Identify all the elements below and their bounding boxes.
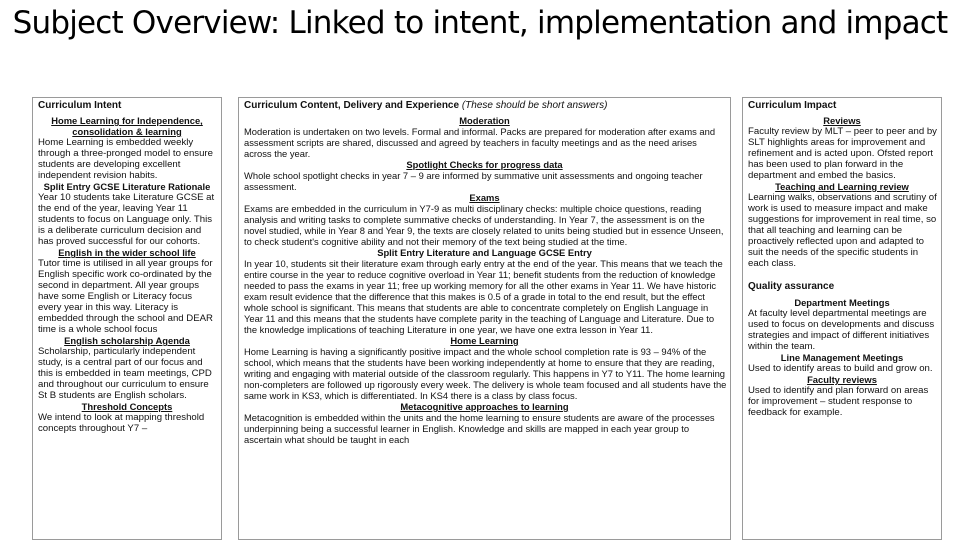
section-title: Reviews [823, 115, 861, 126]
curriculum-intent-panel [32, 97, 222, 540]
section-title: Line Management Meetings [780, 352, 904, 363]
section-title: Metacognitive approaches to learning [400, 401, 569, 412]
content-note: (These should be short answers) [461, 100, 608, 111]
section-body: In year 10, students sit their literature exam through early entry at the end of the year. This means that we teach the entire course in the year to reduce cognitive overload in Year 11; benefit students from the reduction of knowledge needed to pass the exams in year 11; free up working memory for all the other exams in Year 11. We have historic exam result evidence that the difference that this makes is 0.5 of a grade in total to the end result, but the effect whole school is significant. This means that students are able to concentrate completely on English Language in Year 11 and this means that the students have complete parity in the teaching of Language and Literature. Due to the knowledge implications of teaching Literature in one year, we have one extra lesson in Year 11. [244, 258, 723, 335]
section-body: At faculty level departmental meetings are used to focus on developments and discuss strategies and impact of different initiatives within the team. [748, 308, 935, 352]
section-title: Department Meetings [794, 297, 890, 308]
section-body: Home Learning is having a significantly positive impact and the whole school completion rate is 93 – 94% of the school, which means that the students have been working independently at home to ensure that they are reading, writing and engaging with material outside of the classroom regularly. This happens in Y7 to Y11. The home learning non-completers are followed up rigorously every week. The delivery is whole team focused and all students have the same work in KS3, which is differentiated. In KS4 there is a class by class focus. [244, 346, 727, 401]
section-body: Used to identify areas to build and grow on. [748, 363, 933, 374]
section-body: Year 10 students take Literature GCSE at the end of the year, leaving Year 11 students to focus on Language only. This is a deliberate curriculum decision and has proved successful for our cohorts. [38, 192, 215, 247]
section-body: Home Learning is embedded weekly through a three-pronged model to ensure students are developing excellent independent revision habits. [38, 137, 213, 181]
section-body: Faculty review by MLT – peer to peer and by SLT highlights areas for improvement and refinement and is acted upon. Ofsted report has been used to plan forward in the department and embed the basics. [748, 126, 937, 181]
section-body: Metacognition is embedded within the units and the home learning to ensure students are aware of the processes underpinning being a successful learner in English. Knowledge and skills are mapped in each year group to ascertain what should be taught in each [244, 412, 715, 445]
content-heading-row [244, 100, 726, 112]
impact-sections [743, 115, 941, 269]
page-title: Subject Overview: Linked to intent, implementation and impact [12, 5, 948, 41]
qa-sections [743, 297, 941, 418]
section-body: Whole school spotlight checks in year 7 – 9 are informed by summative unit assessments and ongoing teacher assessment. [244, 170, 703, 192]
section-title: English in the wider school life [58, 247, 196, 258]
curriculum-impact-panel [742, 97, 942, 540]
section-title: Exams [469, 192, 500, 203]
section-title: Split Entry GCSE Literature Rationale [43, 181, 211, 192]
section-body: Scholarship, particularly independent study, is a central part of our focus and this is embedded in team meetings, CPD and throughout our curriculum to ensure St B students are English scholars. [38, 346, 212, 401]
section-body: Tutor time is utilised in all year groups for English specific work co-ordinated by the second in department. All year groups have some English or Literacy focus every year in this way. Literacy is embedded through the school and DEAR time is a whole school focus [38, 258, 213, 335]
intent-heading: Curriculum Intent [38, 100, 122, 111]
section-body: Moderation is undertaken on two levels. Formal and informal. Packs are prepared for moderation after exams and assessment scripts are shared, discussed and agreed by teachers in faculty meetings and as the need arises across the year. [244, 126, 716, 159]
content-sections [239, 115, 730, 445]
section-title: Teaching and Learning review [775, 181, 909, 192]
section-title: Split Entry Literature and Language GCSE Entry [377, 247, 592, 258]
impact-heading: Curriculum Impact [748, 100, 837, 111]
intent-sections [33, 115, 221, 434]
section-body: Learning walks, observations and scrutiny of work is used to measure impact and make suggestions for improvement in real time, so that all teaching and learning can be proactively reflected upon and adapted to suit the needs of the specific students in each class. [748, 192, 937, 269]
content-heading: Curriculum Content, Delivery and Experience [244, 100, 460, 111]
curriculum-content-panel [238, 97, 731, 540]
section-body: Used to identify and plan forward on areas for improvement – student response to feedback for example. [748, 385, 929, 418]
section-title: Home Learning for Independence, consolidation & learning [51, 115, 203, 137]
section-title: Threshold Concepts [81, 401, 173, 412]
section-title: Home Learning [450, 335, 519, 346]
section-title: English scholarship Agenda [64, 335, 190, 346]
section-title: Faculty reviews [807, 374, 877, 385]
section-body: We intend to look at mapping threshold concepts throughout Y7 – [38, 412, 205, 434]
section-title: Moderation [459, 115, 510, 126]
section-body: Exams are embedded in the curriculum in Y7-9 as multi disciplinary checks: multiple choice questions, reading analysis and writing tasks to complete summative checks of understanding. In Year 7, the assessment is on the novel studied, while in Year 8 and Year 9, the texts are closely related to units being studied but in essence Unseen, to check student's cognitive ability and not their memory of the text being studied at the time. [244, 203, 724, 247]
section-title: Spotlight Checks for progress data [406, 159, 563, 170]
quality-assurance-heading: Quality assurance [748, 281, 835, 292]
